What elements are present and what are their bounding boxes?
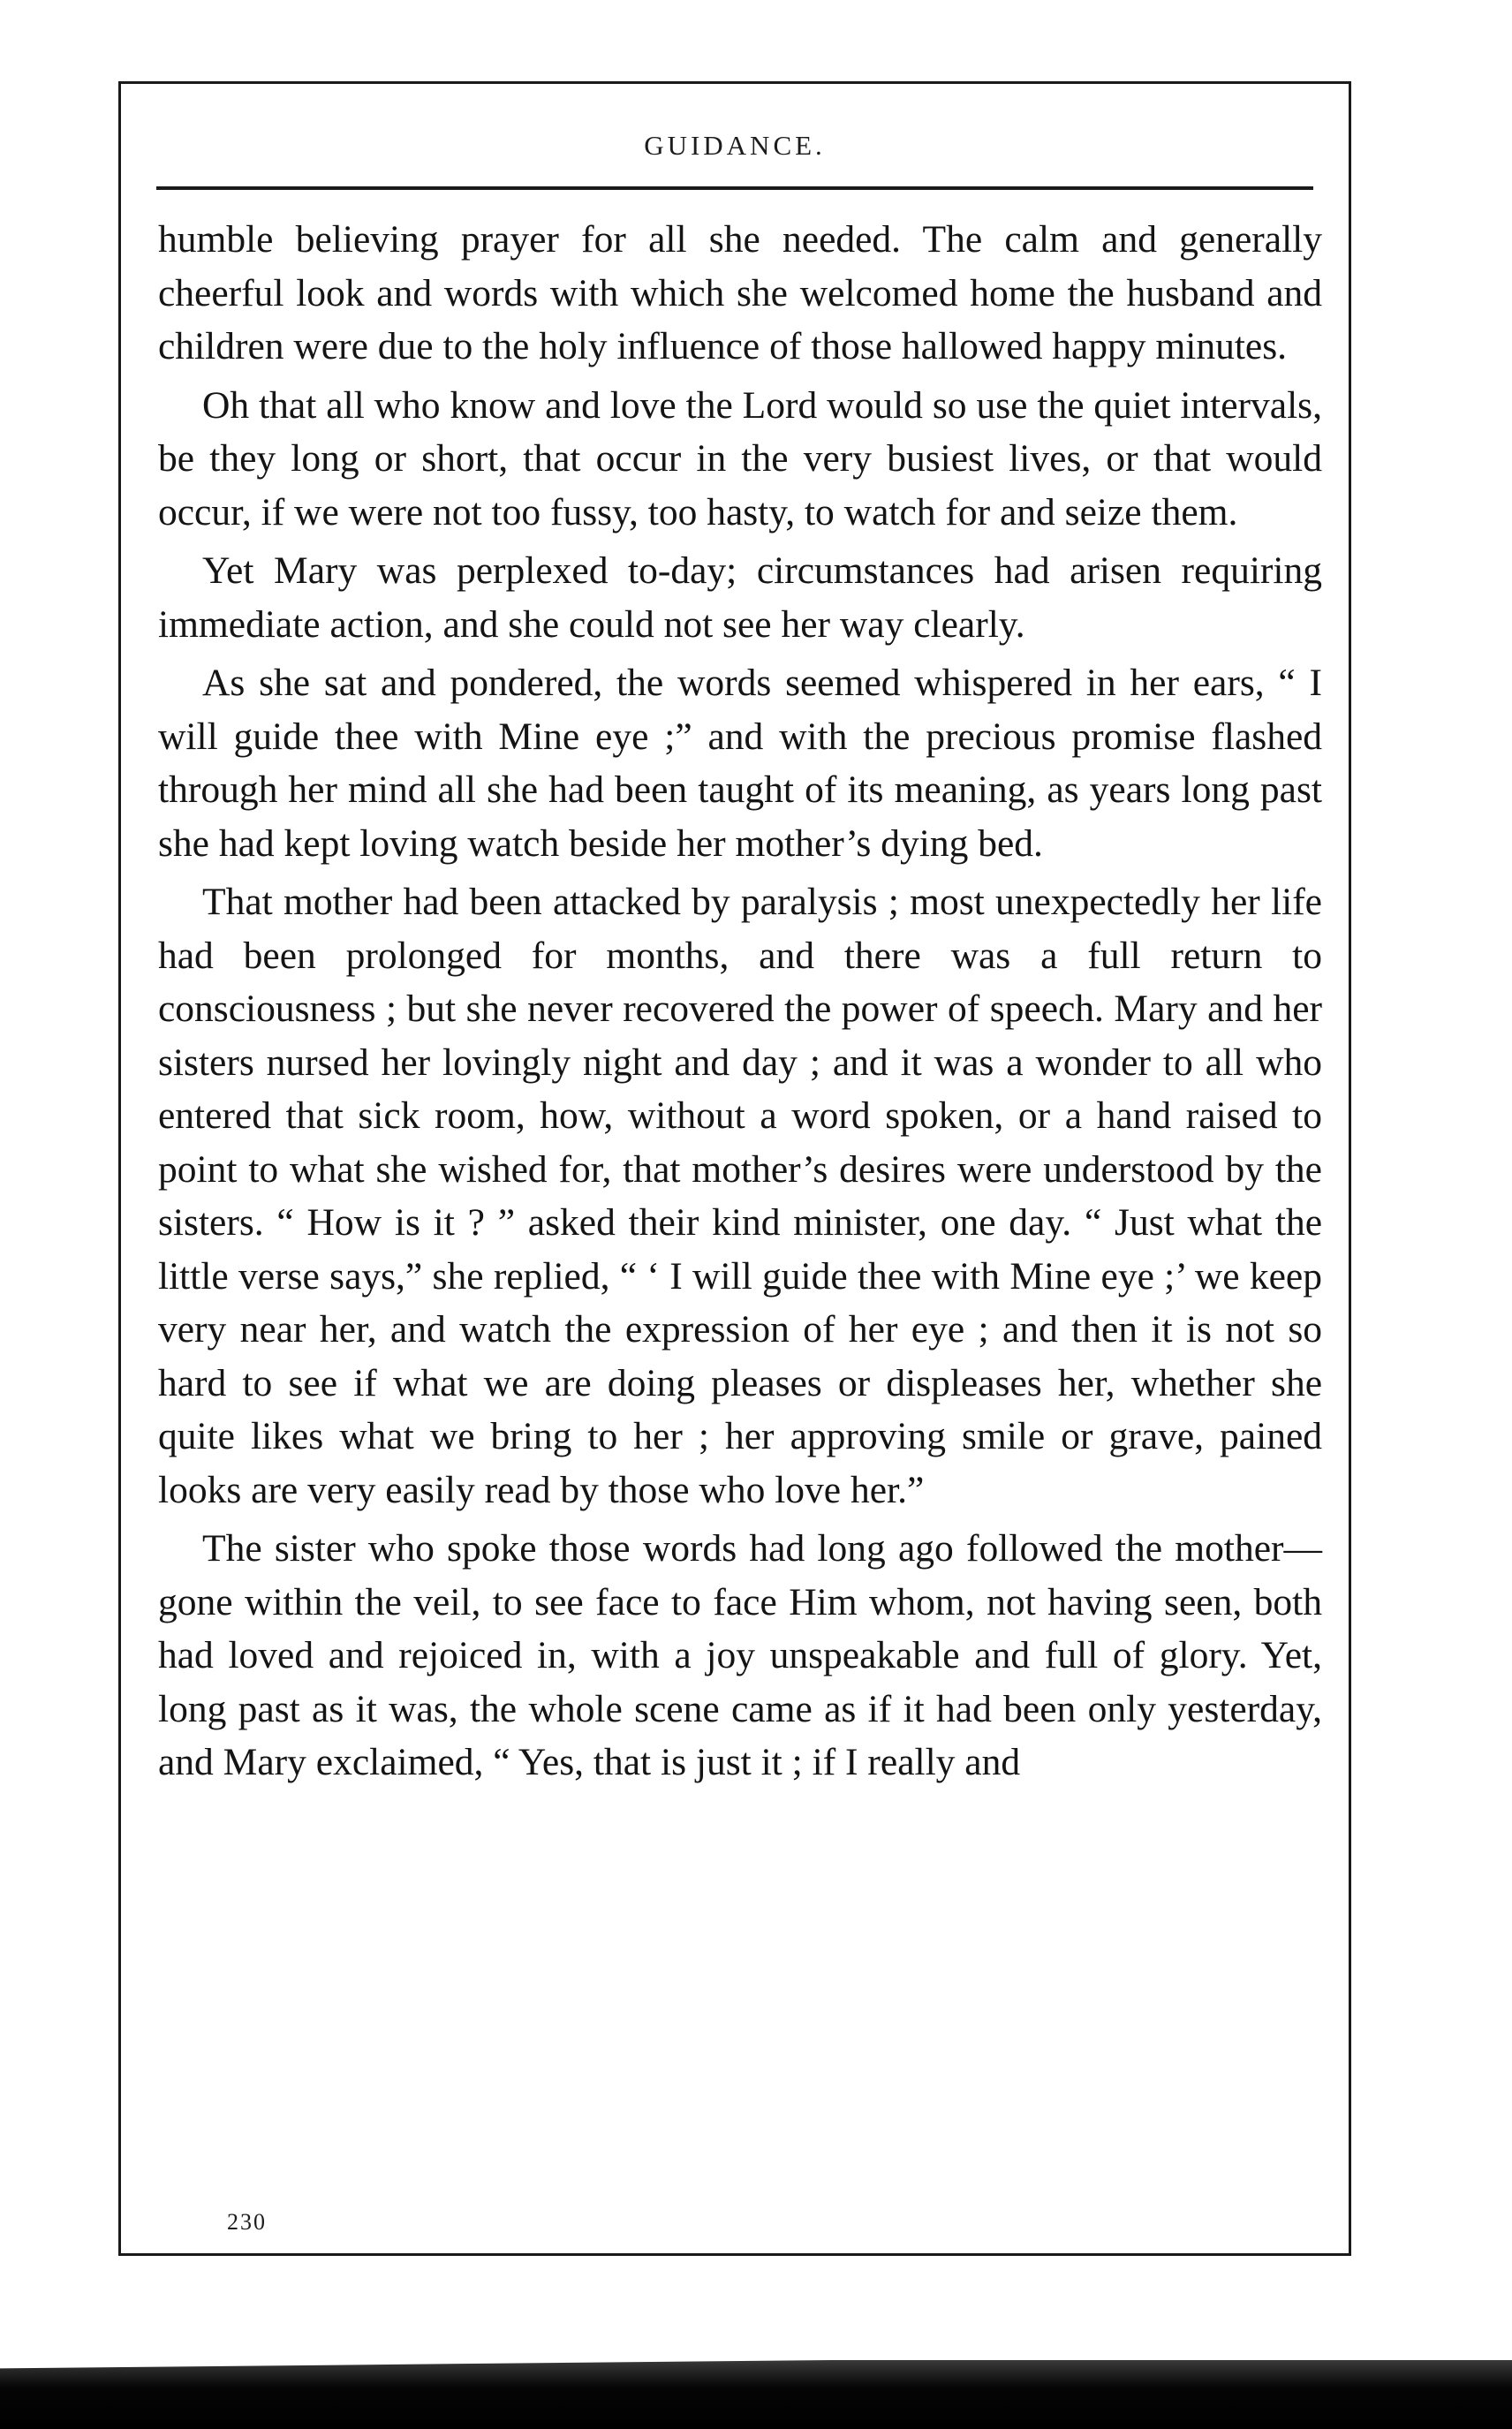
paragraph-pondered: As she sat and pondered, the words seemed whispered in her ears, “ I will guide thee with Mine eye ;” and with the precious promise flashed through her mind all she had been taught of its meaning, as years long past she had kept loving watch beside her mother’s dying bed.	[158, 662, 1322, 865]
running-head: GUIDANCE.	[644, 130, 826, 161]
page-frame	[118, 81, 1351, 2256]
paragraph-quiet-intervals: Oh that all who know and love the Lord would so use the quiet intervals, be they long or short, that occur in the very busiest lives, or that would occur, if we were not too fussy, too hasty, to watch for and seize them.	[158, 383, 1322, 533]
paragraph-prayer: humble believing prayer for all she needed. The calm and generally cheerful look and words with which she welcomed home the husband and children were due to the holy influence of those hallowed happy minutes.	[158, 218, 1322, 367]
body-text	[158, 213, 1322, 1795]
paragraph-mary-perplexed: Yet Mary was perplexed to-day; circumstances had arisen requiring immediate action, and she could not see her way clearly.	[158, 549, 1322, 646]
paragraph-sister: The sister who spoke those words had long ago followed the mother—gone within the veil, to see face to face Him whom, not having seen, both had loved and rejoiced in, with a joy unspeakable and full of glory. Yet, long past as it was, the whole scene came as if it had been only yesterday, and Mary exclaimed, “ Yes, that is just it ; if I really and	[158, 1527, 1322, 1783]
scan-edge-shadow	[0, 2360, 1512, 2429]
paragraph-paralysis: That mother had been attacked by paralysis ; most unexpectedly her life had been prolonged for months, and there was a full return to consciousness ; but she never recovered the power of speech. Mary and her sisters nursed her lovingly night and day ; and it was a wonder to all who entered that sick room, how, without a word spoken, or a hand raised to point to what she wished for, that mother’s desires were understood by the sisters. “ How is it ? ” asked their kind minister, one day. “ Just what the little verse says,” she replied, “ ‘ I will guide thee with Mine eye ;’ we keep very near her, and watch the expression of her eye ; and then it is not so hard to see if what we are doing pleases or displeases her, whether she quite likes what we bring to her ; her approving smile or grave, pained looks are very easily read by those who love her.”	[158, 881, 1322, 1511]
page-number: 230	[227, 2209, 267, 2235]
header-rule	[156, 186, 1313, 190]
